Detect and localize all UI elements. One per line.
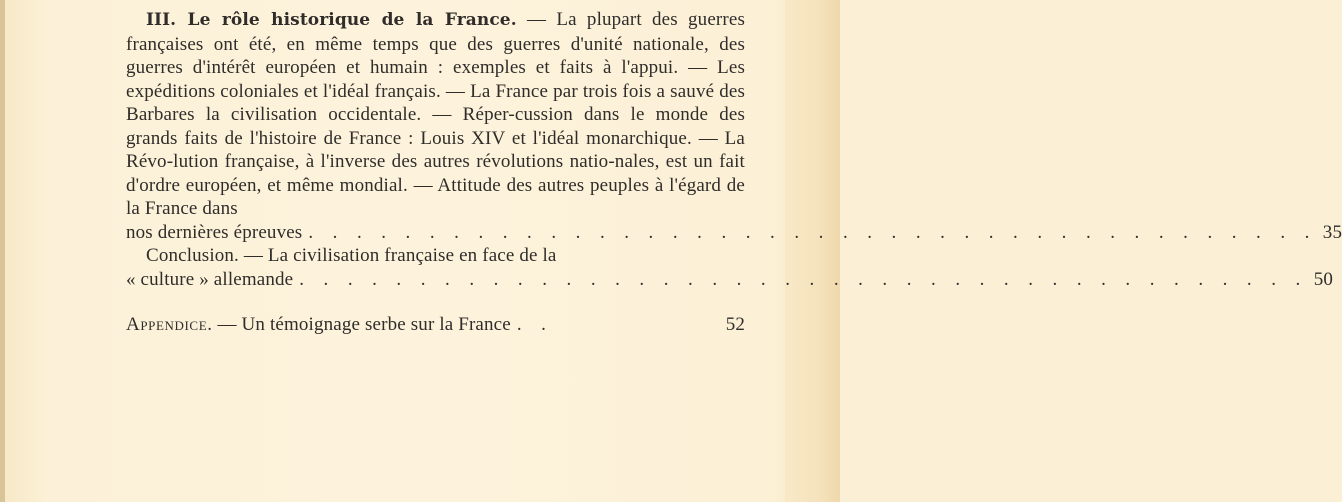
conclusion-page-number: 50	[1313, 268, 1333, 290]
appendix-dot-leaders: . .	[516, 314, 554, 335]
conclusion-dot-leaders: . . . . . . . . . . . . . . . . . . . . . . . . . . . . . . . . . . . . . . . . . .	[299, 268, 1308, 290]
page-left-edge	[0, 0, 5, 502]
appendix-page-number: 52	[725, 314, 745, 335]
table-of-contents	[126, 8, 1342, 337]
toc-entry-appendix	[126, 313, 745, 337]
toc-entry-section-3	[126, 8, 745, 221]
toc-entry-conclusion	[126, 244, 745, 268]
section-3-dot-leaders: . . . . . . . . . . . . . . . . . . . . . . . . . . . . . . . . . . . . . . . . . .	[308, 221, 1317, 243]
conclusion-text: Conclusion. — La civilisation française en face de la	[146, 245, 557, 266]
section-3-summary: — La plupart des guerres françaises ont été, en même temps que des guerres d'unité nationale, des guerres d'intérêt européen et humain : exemples et faits à l'appui. — Les expéditions coloniales et l'idéal français. — La France par trois fois a sauvé des Barbares la civilisation occidentale. — Réper-cussion dans le monde des grands faits de l'histoire de France : Louis XIV et l'idéal monarchique. — La Révo-lution française, à l'inverse des autres révolutions natio-nales, est un fait d'ordre européen, et même mondial. — Attitude des autres peuples à l'égard de la France dans	[126, 9, 745, 219]
section-3-leader-line	[126, 221, 1342, 245]
appendix-text: — Un témoignage serbe sur la France	[217, 314, 511, 335]
page-right-margin	[785, 0, 840, 502]
conclusion-last-line: « culture » allemande	[126, 268, 294, 290]
appendix-label: Appendice.	[126, 314, 213, 335]
section-3-last-line: nos dernières épreuves	[126, 221, 303, 243]
conclusion-leader-line	[126, 268, 1333, 292]
appendix-line	[126, 313, 511, 337]
section-3-heading: III. Le rôle historique de la France.	[146, 10, 517, 30]
section-3-page-number: 35	[1322, 221, 1342, 243]
